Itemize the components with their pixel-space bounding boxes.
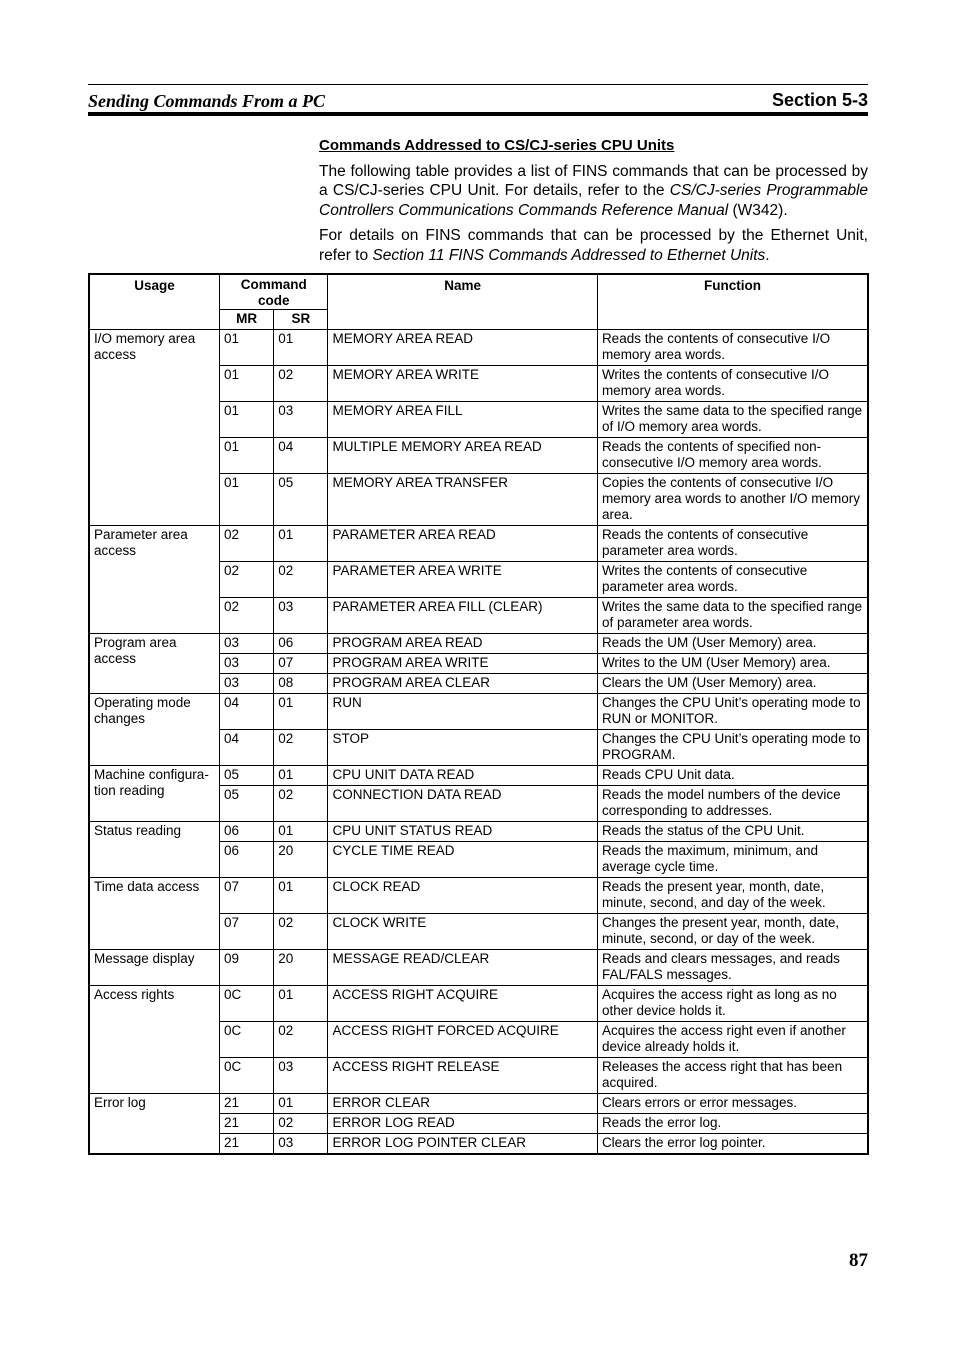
sr-cell: 03 (274, 598, 328, 634)
usage-cell: Error log (89, 1094, 220, 1155)
mr-cell: 03 (220, 634, 274, 654)
table-row (89, 878, 868, 914)
intro-text: The following table provides a list of FINS commands that can be processed by a CS/CJ-series CPU Unit. For details, refer to the (319, 162, 868, 199)
mr-cell: 21 (220, 1094, 274, 1114)
sr-cell: 01 (274, 694, 328, 730)
function-cell: Clears the UM (User Memory) area. (597, 674, 868, 694)
name-cell: ACCESS RIGHT RELEASE (328, 1058, 597, 1094)
name-cell: PARAMETER AREA WRITE (328, 562, 597, 598)
function-cell: Changes the CPU Unit’s operating mode to PROGRAM. (597, 730, 868, 766)
page-header (88, 84, 868, 116)
sr-cell: 07 (274, 654, 328, 674)
mr-cell: 06 (220, 822, 274, 842)
function-cell: Reads the maximum, minimum, and average cycle time. (597, 842, 868, 878)
sr-cell: 05 (274, 474, 328, 526)
sr-cell: 01 (274, 330, 328, 366)
mr-cell: 07 (220, 878, 274, 914)
sr-cell: 02 (274, 562, 328, 598)
sr-cell: 01 (274, 986, 328, 1022)
sr-cell: 02 (274, 366, 328, 402)
function-cell: Reads the contents of consecutive I/O memory area words. (597, 330, 868, 366)
name-cell: MEMORY AREA READ (328, 330, 597, 366)
mr-cell: 06 (220, 842, 274, 878)
header-usage: Usage (89, 274, 220, 330)
usage-cell: Status reading (89, 822, 220, 878)
function-cell: Acquires the access right even if another device already holds it. (597, 1022, 868, 1058)
table-header (89, 274, 868, 330)
mr-cell: 01 (220, 438, 274, 474)
function-cell: Acquires the access right as long as no other device holds it. (597, 986, 868, 1022)
function-cell: Reads CPU Unit data. (597, 766, 868, 786)
mr-cell: 03 (220, 674, 274, 694)
mr-cell: 09 (220, 950, 274, 986)
sr-cell: 01 (274, 766, 328, 786)
mr-cell: 0C (220, 1058, 274, 1094)
intro-paragraph-2 (319, 226, 868, 265)
name-cell: STOP (328, 730, 597, 766)
function-cell: Writes the contents of consecutive parameter area words. (597, 562, 868, 598)
table-row (89, 950, 868, 986)
sr-cell: 03 (274, 402, 328, 438)
function-cell: Reads the present year, month, date, minute, second, and day of the week. (597, 878, 868, 914)
function-cell: Clears the error log pointer. (597, 1134, 868, 1155)
function-cell: Copies the contents of consecutive I/O memory area words to another I/O memory area. (597, 474, 868, 526)
sr-cell: 08 (274, 674, 328, 694)
header-name: Name (328, 274, 597, 330)
function-cell: Writes to the UM (User Memory) area. (597, 654, 868, 674)
header-function: Function (597, 274, 868, 330)
sr-cell: 02 (274, 786, 328, 822)
sr-cell: 03 (274, 1134, 328, 1155)
function-cell: Reads the model numbers of the device corresponding to addresses. (597, 786, 868, 822)
name-cell: CLOCK READ (328, 878, 597, 914)
sr-cell: 04 (274, 438, 328, 474)
usage-cell: Program area access (89, 634, 220, 694)
table-row (89, 766, 868, 786)
function-cell: Changes the present year, month, date, minute, second, or day of the week. (597, 914, 868, 950)
running-title: Sending Commands From a PC (88, 91, 326, 111)
header-command-code: Command code (220, 274, 328, 310)
name-cell: MESSAGE READ/CLEAR (328, 950, 597, 986)
name-cell: MULTIPLE MEMORY AREA READ (328, 438, 597, 474)
mr-cell: 05 (220, 766, 274, 786)
mr-cell: 01 (220, 330, 274, 366)
name-cell: CLOCK WRITE (328, 914, 597, 950)
function-cell: Writes the same data to the specified range of parameter area words. (597, 598, 868, 634)
mr-cell: 21 (220, 1134, 274, 1155)
usage-cell: Access rights (89, 986, 220, 1094)
manual-reference: CS/CJ-series Programmable Controllers Communications Commands Reference Manual (319, 182, 869, 219)
mr-cell: 01 (220, 366, 274, 402)
usage-cell: Time data access (89, 878, 220, 950)
function-cell: Writes the same data to the specified range of I/O memory area words. (597, 402, 868, 438)
function-cell: Reads the contents of consecutive parameter area words. (597, 526, 868, 562)
usage-cell: Parameter area access (89, 526, 220, 634)
usage-cell: Machine configura-tion reading (89, 766, 220, 822)
name-cell: MEMORY AREA WRITE (328, 366, 597, 402)
function-cell: Reads the error log. (597, 1114, 868, 1134)
name-cell: MEMORY AREA TRANSFER (328, 474, 597, 526)
name-cell: ACCESS RIGHT FORCED ACQUIRE (328, 1022, 597, 1058)
table-row (89, 634, 868, 654)
sr-cell: 01 (274, 526, 328, 562)
mr-cell: 01 (220, 474, 274, 526)
sr-cell: 20 (274, 950, 328, 986)
section-reference: Section 11 FINS Commands Addressed to Ethernet Units (372, 246, 766, 264)
name-cell: ERROR LOG READ (328, 1114, 597, 1134)
table-row (89, 526, 868, 562)
sr-cell: 02 (274, 1114, 328, 1134)
intro-text: . (765, 246, 770, 264)
intro-text: For details on FINS commands that can be processed by the Ethernet Unit, refer to (319, 227, 868, 264)
subsection-heading: Commands Addressed to CS/CJ-series CPU Units (319, 137, 675, 154)
name-cell: PROGRAM AREA CLEAR (328, 674, 597, 694)
mr-cell: 05 (220, 786, 274, 822)
function-cell: Reads and clears messages, and reads FAL/FALS messages. (597, 950, 868, 986)
name-cell: PROGRAM AREA WRITE (328, 654, 597, 674)
mr-cell: 02 (220, 562, 274, 598)
sr-cell: 02 (274, 730, 328, 766)
function-cell: Reads the contents of specified non-consecutive I/O memory area words. (597, 438, 868, 474)
intro-paragraph-1 (319, 162, 868, 221)
sr-cell: 02 (274, 914, 328, 950)
name-cell: ERROR LOG POINTER CLEAR (328, 1134, 597, 1155)
table-row (89, 330, 868, 366)
mr-cell: 04 (220, 730, 274, 766)
intro-block (319, 136, 868, 271)
mr-cell: 07 (220, 914, 274, 950)
header-sr: SR (274, 310, 328, 330)
mr-cell: 0C (220, 1022, 274, 1058)
mr-cell: 02 (220, 598, 274, 634)
name-cell: MEMORY AREA FILL (328, 402, 597, 438)
table-row (89, 986, 868, 1022)
mr-cell: 04 (220, 694, 274, 730)
fins-command-table (88, 273, 869, 1155)
name-cell: ERROR CLEAR (328, 1094, 597, 1114)
function-cell: Releases the access right that has been acquired. (597, 1058, 868, 1094)
function-cell: Changes the CPU Unit’s operating mode to RUN or MONITOR. (597, 694, 868, 730)
name-cell: CONNECTION DATA READ (328, 786, 597, 822)
sr-cell: 01 (274, 1094, 328, 1114)
name-cell: CPU UNIT DATA READ (328, 766, 597, 786)
usage-cell: Message display (89, 950, 220, 986)
table-row (89, 694, 868, 730)
mr-cell: 0C (220, 986, 274, 1022)
table-row (89, 1094, 868, 1114)
intro-text: (W342). (728, 201, 788, 219)
usage-cell: I/O memory area access (89, 330, 220, 526)
function-cell: Reads the status of the CPU Unit. (597, 822, 868, 842)
name-cell: PARAMETER AREA FILL (CLEAR) (328, 598, 597, 634)
table-row (89, 822, 868, 842)
function-cell: Reads the UM (User Memory) area. (597, 634, 868, 654)
usage-cell: Operating mode changes (89, 694, 220, 766)
mr-cell: 02 (220, 526, 274, 562)
sr-cell: 01 (274, 878, 328, 914)
name-cell: ACCESS RIGHT ACQUIRE (328, 986, 597, 1022)
sr-cell: 01 (274, 822, 328, 842)
page-number: 87 (849, 1250, 868, 1271)
name-cell: PROGRAM AREA READ (328, 634, 597, 654)
sr-cell: 06 (274, 634, 328, 654)
mr-cell: 21 (220, 1114, 274, 1134)
mr-cell: 03 (220, 654, 274, 674)
name-cell: RUN (328, 694, 597, 730)
header-mr: MR (220, 310, 274, 330)
name-cell: CPU UNIT STATUS READ (328, 822, 597, 842)
mr-cell: 01 (220, 402, 274, 438)
name-cell: CYCLE TIME READ (328, 842, 597, 878)
sr-cell: 03 (274, 1058, 328, 1094)
name-cell: PARAMETER AREA READ (328, 526, 597, 562)
sr-cell: 20 (274, 842, 328, 878)
function-cell: Writes the contents of consecutive I/O memory area words. (597, 366, 868, 402)
table-body (89, 330, 868, 1155)
section-label: Section 5-3 (771, 90, 868, 110)
sr-cell: 02 (274, 1022, 328, 1058)
function-cell: Clears errors or error messages. (597, 1094, 868, 1114)
